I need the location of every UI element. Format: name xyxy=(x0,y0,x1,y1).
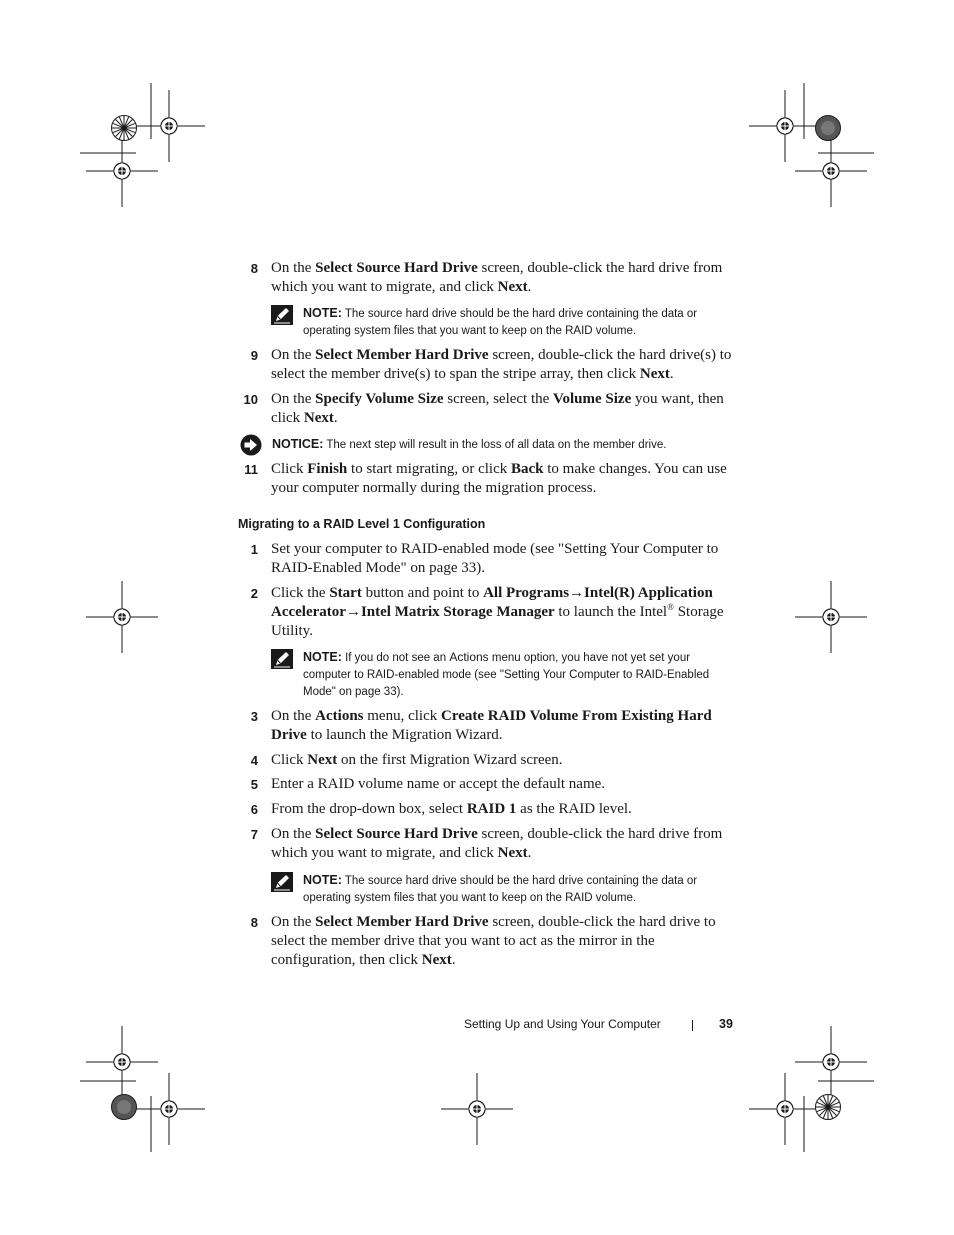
step-text: On the Select Source Hard Drive screen, double-click the hard drive from which you want to migrate, and click Next. xyxy=(271,260,723,295)
footer-divider xyxy=(692,1020,693,1031)
step-number: 7 xyxy=(250,827,258,842)
step-text: Enter a RAID volume name or accept the default name. xyxy=(271,776,606,792)
pencil-note-icon xyxy=(271,305,293,325)
step-number: 2 xyxy=(250,586,258,601)
footer-title: Setting Up and Using Your Computer xyxy=(464,1017,661,1031)
step-text: On the Specify Volume Size screen, select the Volume Size you want, then click Next. xyxy=(271,391,724,426)
step-text: Click Next on the first Migration Wizard screen. xyxy=(271,752,563,768)
note: NOTE: The source hard drive should be the hard drive containing the data or operating system files that you want to keep on the RAID volume. xyxy=(303,306,698,337)
step-text: On the Actions menu, click Create RAID Volume From Existing Hard Drive to launch the Migration Wizard. xyxy=(271,708,712,743)
step-number: 3 xyxy=(250,709,258,724)
step-text: Set your computer to RAID-enabled mode (see "Setting Your Computer to RAID-Enabled Mode" on page 33). xyxy=(271,541,719,576)
step-text: On the Select Member Hard Drive screen, double-click the hard drive to select the member drive that you want to act as the mirror in the configuration, then click Next. xyxy=(271,914,716,968)
step-number: 10 xyxy=(243,392,258,407)
step-text: Click Finish to start migrating, or click Back to make changes. You can use your computer normally during the migration process. xyxy=(271,461,727,496)
step-text: On the Select Source Hard Drive screen, double-click the hard drive from which you want to migrate, and click Next. xyxy=(271,826,723,861)
step-number: 11 xyxy=(244,462,258,477)
step-number: 4 xyxy=(250,753,258,768)
pencil-note-icon xyxy=(271,649,293,669)
step-text: On the Select Member Hard Drive screen, double-click the hard drive(s) to select the member drive(s) to span the stripe array, then click Next. xyxy=(271,347,732,382)
step-text: Click the Start button and point to All Programs→Intel(R) Application Accelerator→Intel Matrix Storage Manager to launch the Intel® Storage Utility. xyxy=(271,585,724,639)
section-heading: Migrating to a RAID Level 1 Configuration xyxy=(238,517,486,531)
note: NOTE: The source hard drive should be the hard drive containing the data or operating system files that you want to keep on the RAID volume. xyxy=(303,873,698,904)
step-number: 5 xyxy=(250,777,258,792)
notice-arrow-icon xyxy=(240,434,262,456)
step-number: 1 xyxy=(250,542,258,557)
notice: NOTICE: The next step will result in the loss of all data on the member drive. xyxy=(272,437,667,451)
step-number: 9 xyxy=(250,348,258,363)
step-number: 6 xyxy=(250,802,258,817)
step-number: 8 xyxy=(250,915,258,930)
step-number: 8 xyxy=(250,261,258,276)
page-number: 39 xyxy=(719,1017,733,1031)
pencil-note-icon xyxy=(271,872,293,892)
step-text: From the drop-down box, select RAID 1 as the RAID level. xyxy=(271,801,632,817)
note: NOTE: If you do not see an Actions menu option, you have not yet set your computer to RAID-enabled mode (see "Setting Your Computer to RAID-Enabled Mode" on page 33). xyxy=(303,650,710,698)
